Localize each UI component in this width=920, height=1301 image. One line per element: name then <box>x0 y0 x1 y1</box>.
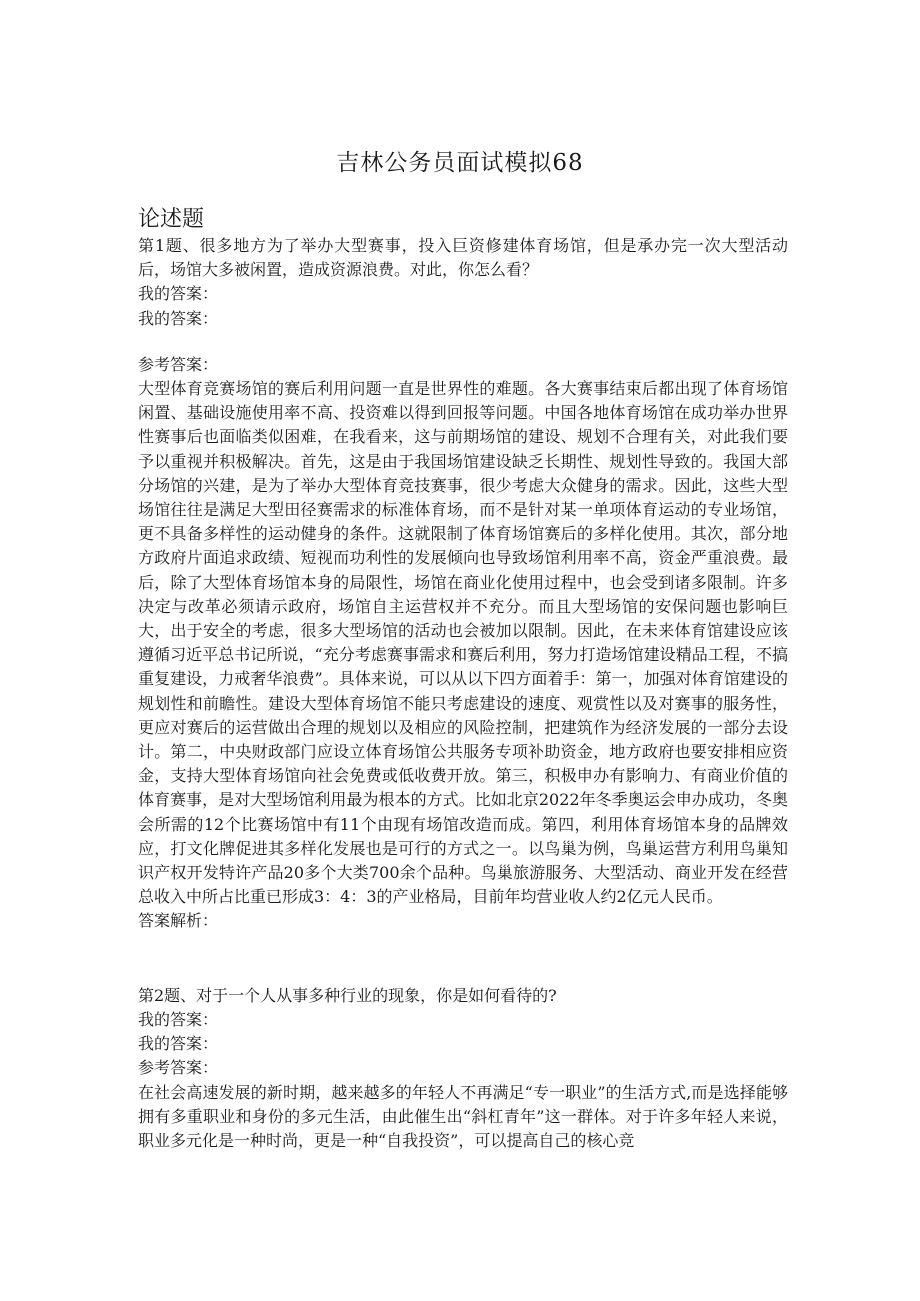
my-answer-label: 我的答案： <box>138 284 219 304</box>
my-answer-label: 我的答案： <box>138 308 219 328</box>
reference-answer-text: 在社会高速发展的新时期，越来越多的年轻人不再满足“专一职业”的生活方式,而是选择能够拥有多重职业和身份的多元生活，由此催生出“斜杠青年”这一群体。对于许多年轻人来说，职业多元化是一种时尚，更是一种“自我投资”，可以提高自己的核心竞 <box>138 1082 788 1150</box>
reference-answer-label: 参考答案： <box>138 1058 219 1078</box>
question-2: 第2题、对于一个人从事多种行业的现象，你是如何看待的? <box>138 985 557 1005</box>
spacer <box>138 331 788 353</box>
section-heading: 论述题 <box>138 207 205 232</box>
my-answer-label: 我的答案： <box>138 1009 219 1029</box>
document-body <box>138 234 788 1153</box>
my-answer-label: 我的答案： <box>138 1034 219 1054</box>
question-1: 第1题、很多地方为了举办大型赛事，投入巨资修建体育场馆，但是承办完一次大型活动后，场馆大多被闲置，造成资源浪费。对此，你怎么看？ <box>138 236 788 280</box>
answer-analysis-label: 答案解析： <box>138 911 219 931</box>
spacer <box>138 934 788 984</box>
document-title: 吉林公务员面试模拟68 <box>336 150 584 176</box>
reference-answer-label: 参考答案： <box>138 354 219 374</box>
reference-answer-text: 大型体育竞赛场馆的赛后利用问题一直是世界性的难题。各大赛事结束后都出现了体育场馆闲置、基础设施使用率不高、投资难以得到回报等问题。中国各地体育场馆在成功举办世界性赛事后也面临类似困难，在我看来，这与前期场馆的建设、规划不合理有关，对此我们要予以重视并积极解决。首先，这是由于我国场馆建设缺乏长期性、规划性导致的。我国大部分场馆的兴建，是为了举办大型体育竞技赛事，很少考虑大众健身的需求。因此，这些大型场馆往往是满足大型田径赛需求的标准体育场，而不是针对某一单项体育运动的专业场馆，更不具备多样性的运动健身的条件。这就限制了体育场馆赛后的多样化使用。其次，部分地方政府片面追求政绩、短视而功利性的发展倾向也导致场馆利用率不高，资金严重浪费。最后，除了大型体育场馆本身的局限性，场馆在商业化使用过程中，也会受到诸多限制。许多决定与改革必须请示政府，场馆自主运营权并不充分。而且大型场馆的安保问题也影响巨大，出于安全的考虑，很多大型场馆的活动也会被加以限制。因此，在未来体育馆建设应该遵循习近平总书记所说，“充分考虑赛事需求和赛后利用，努力打造场馆建设精品工程，不搞重复建设，力戒奢华浪费”。具体来说，可以从以下四方面着手：第一，加强对体育馆建设的规划性和前瞻性。建设大型体育场馆不能只考虑建设的速度、观赏性以及对赛事的服务性，更应对赛后的运营做出合理的规划以及相应的风险控制，把建筑作为经济发展的一部分去设计。第二，中央财政部门应设立体育场馆公共服务专项补助资金，地方政府也要安排相应资金，支持大型体育场馆向社会免费或低收费开放。第三，积极申办有影响力、有商业价值的体育赛事，是对大型场馆利用最为根本的方式。比如北京2022年冬季奥运会申办成功，冬奥会所需的12个比赛场馆中有11个由现有场馆改造而成。第四，利用体育场馆本身的品牌效应，打文化牌促进其多样化发展也是可行的方式之一。以鸟巢为例，鸟巢运营方利用鸟巢知识产权开发特许产品20多个大类700余个品种。鸟巢旅游服务、大型活动、商业开发在经营总收入中所占比重已形成3：4：3的产业格局，目前年均营业收人约2亿元人民币。 <box>138 379 788 907</box>
